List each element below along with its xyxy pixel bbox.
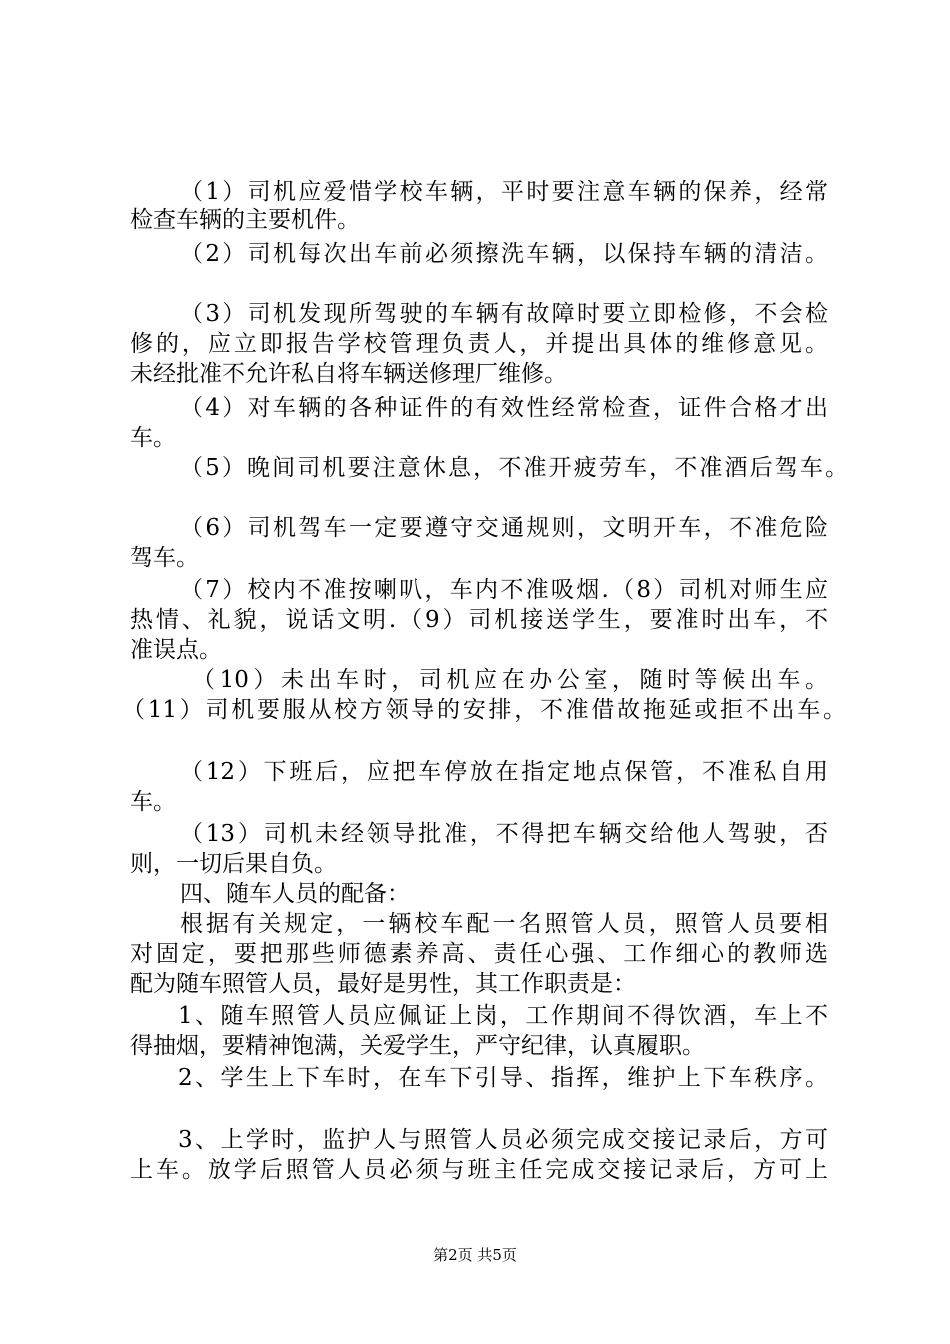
text-line: 检查车辆的主要机件。 — [130, 207, 360, 233]
text-line: （11）司机要服从校方领导的安排，不准借故拖延或拒不出车。 — [122, 697, 846, 723]
text-line: 热情、礼貌，说话文明.（9）司机接送学生，要准时出车，不 — [130, 607, 828, 633]
text-line: （4）对车辆的各种证件的有效性经常检查，证件合格才出 — [180, 395, 828, 421]
text-line: 车。 — [130, 789, 176, 815]
text-line: 得抽烟，要精神饱满，关爱学生，严守纪律，认真履职。 — [130, 1033, 705, 1059]
text-line: 准误点。 — [130, 637, 222, 663]
text-line: （3）司机发现所驾驶的车辆有故障时要立即检修，不会检 — [180, 301, 828, 327]
text-line: 上车。放学后照管人员必须与班主任完成交接记录后，方可上 — [130, 1157, 828, 1183]
text-line: 车。 — [130, 425, 176, 451]
text-line: 修的，应立即报告学校管理负责人，并提出具体的维修意见。 — [130, 331, 828, 357]
text-line: （6）司机驾车一定要遵守交通规则，文明开车，不准危险 — [180, 515, 828, 541]
text-line: 未经批准不允许私自将车辆送修理厂维修。 — [130, 361, 567, 387]
page-number-footer: 第2页 共5页 — [433, 1246, 517, 1264]
text-line: （1）司机应爱惜学校车辆，平时要注意车辆的保养，经常 — [180, 179, 828, 205]
text-line: 2、学生上下车时，在车下引导、指挥，维护上下车秩序。 — [178, 1065, 828, 1091]
text-line: （7）校内不准按喇叭，车内不准吸烟.（8）司机对师生应 — [180, 577, 828, 603]
text-line: 驾车。 — [130, 545, 199, 571]
text-line: 3、上学时，监护人与照管人员必须完成交接记录后，方可 — [178, 1127, 828, 1153]
text-line: 配为随车照管人员，最好是男性，其工作职责是： — [130, 971, 636, 997]
text-line: （2）司机每次出车前必须擦洗车辆，以保持车辆的清洁。 — [180, 241, 828, 267]
text-line: 则，一切后果自负。 — [130, 851, 337, 877]
text-line: （12）下班后，应把车停放在指定地点保管，不准私自用 — [180, 759, 828, 785]
text-line: （5）晚间司机要注意休息，不准开疲劳车，不准酒后驾车。 — [180, 455, 848, 481]
text-line: 对固定，要把那些师德素养高、责任心强、工作细心的教师选 — [130, 941, 828, 967]
text-line: 根据有关规定，一辆校车配一名照管人员，照管人员要相 — [180, 911, 828, 937]
text-line: （13）司机未经领导批准，不得把车辆交给他人驾驶，否 — [180, 821, 828, 847]
text-line: 1、随车照管人员应佩证上岗，工作期间不得饮酒，车上不 — [178, 1003, 828, 1029]
text-line: （10）未出车时，司机应在办公室，随时等候出车。 — [192, 667, 828, 693]
text-line: 四、随车人员的配备： — [180, 881, 410, 907]
